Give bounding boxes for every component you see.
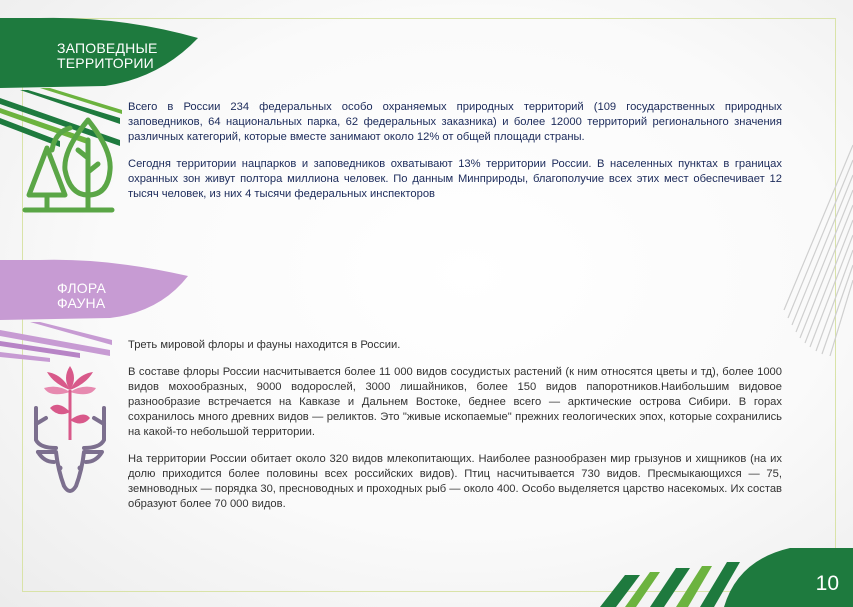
page-number: 10 <box>815 572 839 595</box>
flora-paragraph: Треть мировой флоры и фауны находится в России. <box>128 339 401 351</box>
right-hatching <box>784 145 853 356</box>
reserves-title: ЗАПОВЕДНЫЕ ТЕРРИТОРИИ <box>57 40 158 71</box>
reserves-stripes <box>0 88 122 147</box>
reserves-paragraph: Сегодня территории нацпарков и заповедников охватывают 13% территории России. В населенных пунктах в границах охранных зон живут полтора миллиона человек. По данным Минприроды, благополучие всех этих мест обеспечивает 12 тысяч человек, из них 4 тысячи федеральных инспекторов <box>128 158 782 200</box>
reserves-text <box>128 100 782 214</box>
reserves-paragraph: Всего в России 234 федеральных особо охраняемых природных территорий (109 государственных природных заповедников, 64 национальных парка, 62 федеральных заказника) и более 12000 территорий регионального значения различных категорий, которые вместе занимают около 12% от общей площади страны. <box>128 101 782 143</box>
flora-stripes <box>0 322 112 362</box>
flora-paragraph: В составе флоры России насчитывается более 11 000 видов сосудистых растений (к ним относятся цветы и тд), более 1000 видов мохообразных, 9000 водорослей, 3000 лишайников, более 150 видов папоротников.Наибольшим видовое разнообразие встречается на Кавказе и Дальнем Востоке, беднее всего — арктические острова Сибири. В горах сохранилось много древних видов — реликтов. Это "живые ископаемые" прежних геологических эпох, которые сохранились на какой-то небольшой территории. <box>128 366 782 438</box>
flora-title: ФЛОРА ФАУНА <box>57 280 106 311</box>
deer-flower-icon <box>36 366 104 491</box>
flora-text <box>128 338 782 524</box>
flora-paragraph: На территории России обитает около 320 видов млекопитающих. Наиболее разнообразен мир грызунов и хищников (на их долю приходится более половины всех российских видов). Птиц насчитывается 730 видов. Пресмыкающихся — 75, земноводных — порядка 30, пресноводных и проходных рыб — около 400. Особо выделяется царство насекомых. Их состав образуют более 70 000 видов. <box>128 453 782 510</box>
